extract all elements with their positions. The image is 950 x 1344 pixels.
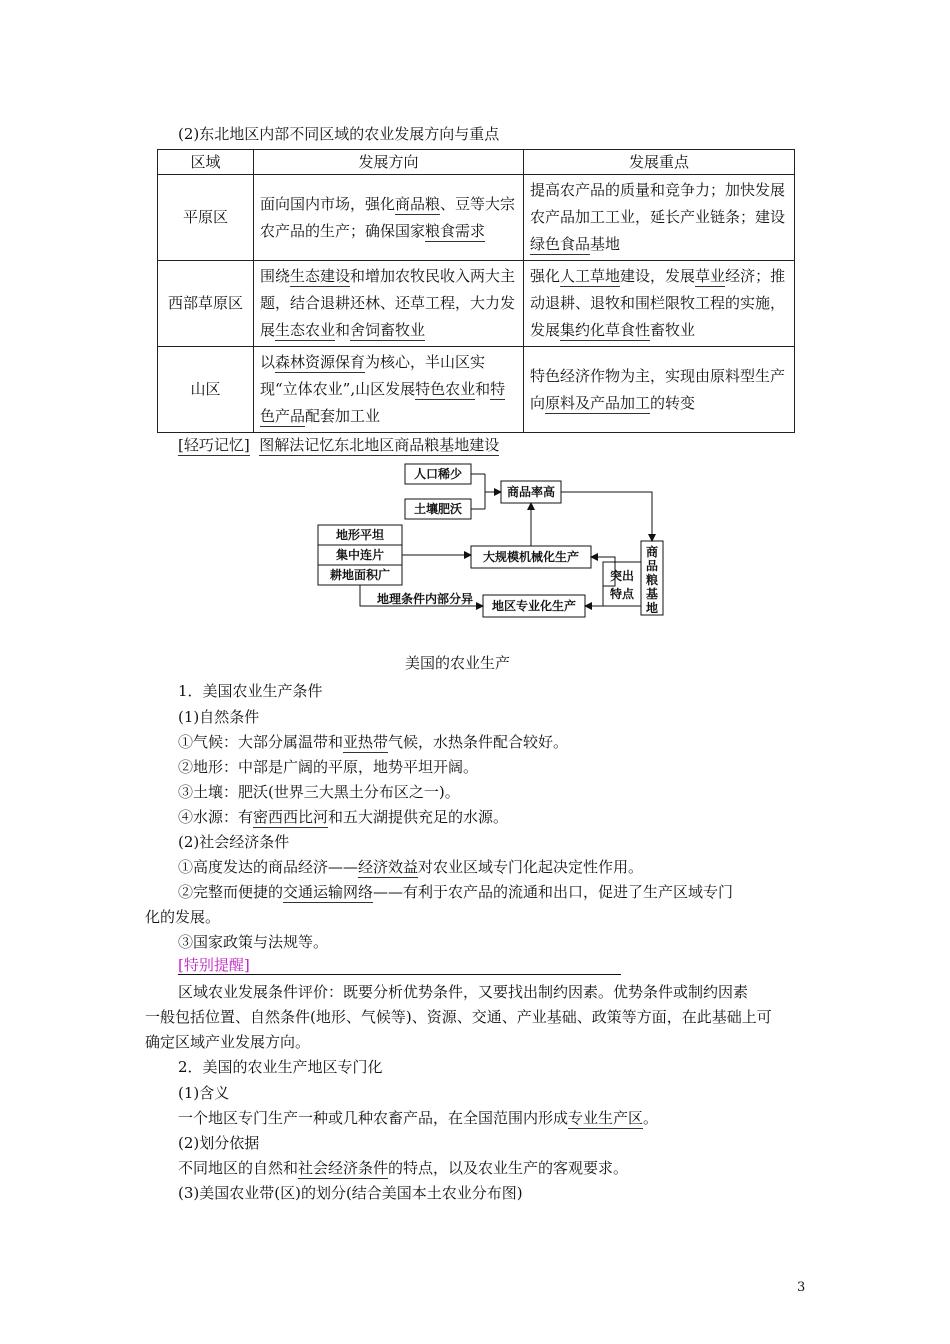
region-cell: 山区 xyxy=(158,347,254,433)
memory-heading xyxy=(178,435,499,455)
diagram-feature-line2: 特点 xyxy=(609,587,635,601)
heading-meaning: (1)含义 xyxy=(178,1084,230,1102)
diagram-grain-base-char: 地 xyxy=(645,601,659,615)
table-header: 区域 xyxy=(158,150,254,175)
diagram-pop: 人口稀少 xyxy=(413,467,463,481)
memory-title: 图解法记忆东北地区商品粮基地建设 xyxy=(259,436,500,454)
direction-cell: 围绕生态建设和增加农牧民收入两大主题，结合退耕还林、还草工程，大力发展生态农业和舍饲畜牧业 xyxy=(254,261,524,347)
region-cell: 西部草原区 xyxy=(158,261,254,347)
us-heading: 美国的农业生产 xyxy=(405,654,511,672)
direction-cell: 面向国内市场，强化商品粮、豆等大宗农产品的生产；确保国家粮食需求 xyxy=(254,175,524,261)
table-header-row xyxy=(158,150,795,175)
diagram-soil: 土壤肥沃 xyxy=(413,502,463,516)
table-row xyxy=(158,347,795,433)
text-policy: ③国家政策与法规等。 xyxy=(178,933,329,951)
diagram-mechanized: 大规模机械化生产 xyxy=(482,550,580,564)
diagram-grain-base-char: 品 xyxy=(645,559,659,573)
focus-cell: 强化人工草地建设，发展草业经济；推动退耕、退牧和围栏限牧工程的实施，发展集约化草食性畜牧业 xyxy=(524,261,795,347)
special-tag: [特别提醒] xyxy=(178,956,250,974)
heading-basis: (2)划分依据 xyxy=(178,1134,260,1152)
table-row xyxy=(158,261,795,347)
text-climate: ①气候：大部分属温带和亚热带气候，水热条件配合较好。 xyxy=(178,733,569,751)
diagram-grain-base-char: 粮 xyxy=(645,573,659,587)
heading-1: 1．美国农业生产条件 xyxy=(178,682,323,700)
special-divider xyxy=(178,974,621,975)
text-transport: ②完整而便捷的交通运输网络——有利于农产品的流通和出口，促进了生产区域专门 xyxy=(178,883,734,901)
region-table xyxy=(157,149,795,433)
diagram-grain-base-char: 基 xyxy=(645,587,659,601)
region-cell: 平原区 xyxy=(158,175,254,261)
special-text-1: 区域农业发展条件评价：既要分析优势条件，又要找出制约因素。优势条件或制约因素 xyxy=(178,983,749,1001)
diagram-grain-base-char: 商 xyxy=(645,545,659,559)
text-water: ④水源：有密西西比河和五大湖提供充足的水源。 xyxy=(178,808,509,826)
heading-2: 2．美国的农业生产地区专门化 xyxy=(178,1058,383,1076)
focus-cell: 特色经济作物为主，实现由原料型生产向原料及产品加工的转变 xyxy=(524,347,795,433)
text-terrain: ②地形：中部是广阔的平原，地势平坦开阔。 xyxy=(178,758,479,776)
diagram-specialized: 地区专业化生产 xyxy=(491,599,577,613)
diagram-terrain1: 地形平坦 xyxy=(335,528,385,542)
grain-base-diagram xyxy=(315,462,675,622)
diagram-internal-diff: 地理条件内部分异 xyxy=(376,592,474,606)
heading-socioeconomic: (2)社会经济条件 xyxy=(178,833,290,851)
text-transport-cont: 化的发展。 xyxy=(145,908,221,926)
table-header: 发展重点 xyxy=(524,150,795,175)
special-text-2: 一般包括位置、自然条件(地形、气候等)、资源、交通、产业基础、政策等方面，在此基础上可 xyxy=(145,1008,772,1026)
table-row xyxy=(158,175,795,261)
memory-tag: [轻巧记忆] xyxy=(178,436,250,454)
text-soil: ③土壤：肥沃(世界三大黑土分布区之一)。 xyxy=(178,783,460,801)
page-number: 3 xyxy=(797,1280,806,1295)
diagram-terrain3: 耕地面积广 xyxy=(329,568,391,582)
direction-cell: 以森林资源保育为核心，半山区实现“立体农业”,山区发展特色农业和特色产品配套加工业 xyxy=(254,347,524,433)
heading-belts: (3)美国农业带(区)的划分(结合美国本土农业分布图) xyxy=(178,1184,523,1202)
text-meaning: 一个地区专门生产一种或几种农畜产品，在全国范围内形成专业生产区。 xyxy=(178,1109,659,1127)
text-basis: 不同地区的自然和社会经济条件的特点，以及农业生产的客观要求。 xyxy=(178,1159,629,1177)
section-title: (2)东北地区内部不同区域的农业发展方向与重点 xyxy=(178,125,500,143)
diagram-terrain2: 集中连片 xyxy=(335,548,385,562)
text-economy: ①高度发达的商品经济——经济效益对农业区域专门化起决定性作用。 xyxy=(178,858,644,876)
focus-cell: 提高农产品的质量和竞争力；加快发展农产品加工工业，延长产业链条；建设绿色食品基地 xyxy=(524,175,795,261)
special-text-3: 确定区域产业发展方向。 xyxy=(145,1033,311,1051)
diagram-commodity-rate: 商品率高 xyxy=(506,485,556,499)
table-header: 发展方向 xyxy=(254,150,524,175)
diagram-feature-line1: 突出 xyxy=(609,569,635,583)
heading-natural: (1)自然条件 xyxy=(178,708,260,726)
